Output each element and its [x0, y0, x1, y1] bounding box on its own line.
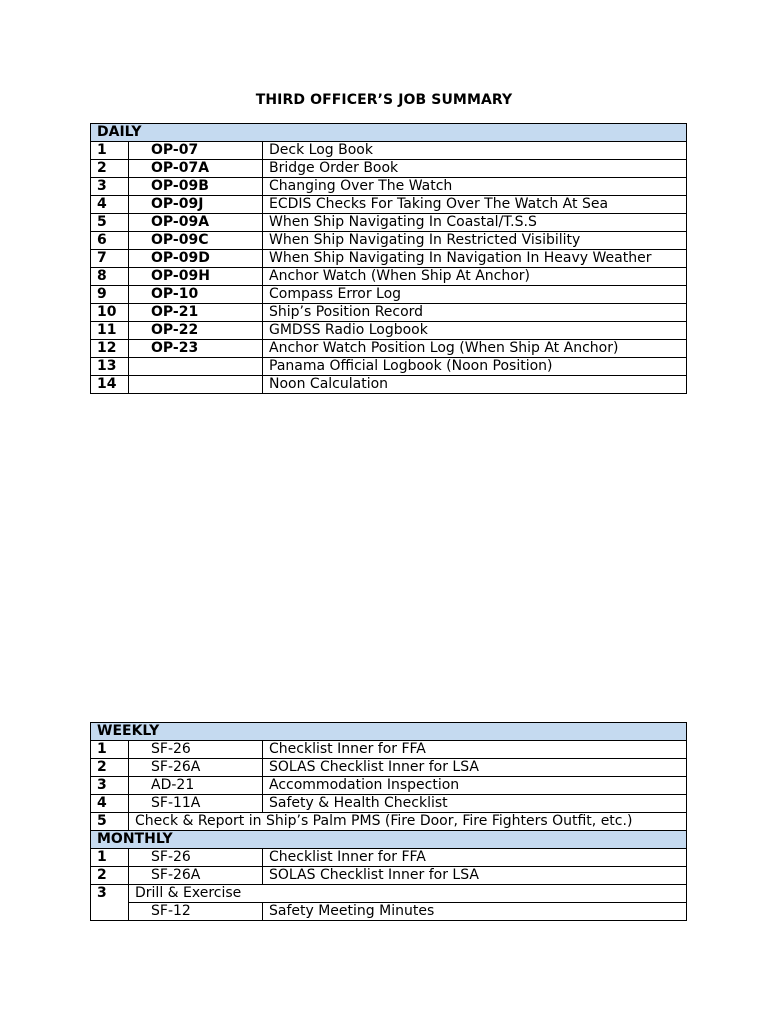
task-description: Changing Over The Watch	[263, 178, 687, 196]
row-number: 1	[91, 142, 129, 160]
table-row	[91, 867, 687, 885]
task-description: When Ship Navigating In Restricted Visibility	[263, 232, 687, 250]
row-number: 5	[91, 214, 129, 232]
task-description: Checklist Inner for FFA	[263, 849, 687, 867]
row-number: 12	[91, 340, 129, 358]
task-description: GMDSS Radio Logbook	[263, 322, 687, 340]
task-description: When Ship Navigating In Coastal/T.S.S	[263, 214, 687, 232]
procedure-code: OP-07	[129, 142, 263, 160]
table-row	[91, 196, 687, 214]
daily-table	[90, 123, 687, 394]
row-number: 1	[91, 741, 129, 759]
table-row	[91, 322, 687, 340]
row-number: 3	[91, 777, 129, 795]
table-row	[91, 885, 687, 903]
table-row	[91, 849, 687, 867]
row-number: 4	[91, 196, 129, 214]
task-description: Safety Meeting Minutes	[263, 903, 687, 921]
procedure-code	[129, 358, 263, 376]
form-code: SF-26A	[129, 867, 263, 885]
task-description: Bridge Order Book	[263, 160, 687, 178]
task-description: When Ship Navigating In Navigation In Heavy Weather	[263, 250, 687, 268]
daily-header-label: DAILY	[91, 124, 687, 142]
table-row	[91, 795, 687, 813]
row-number: 14	[91, 376, 129, 394]
daily-section-header	[91, 124, 687, 142]
row-number: 6	[91, 232, 129, 250]
table-row	[91, 759, 687, 777]
table-row	[91, 160, 687, 178]
task-description: Anchor Watch Position Log (When Ship At Anchor)	[263, 340, 687, 358]
procedure-code: OP-09J	[129, 196, 263, 214]
procedure-code: OP-09D	[129, 250, 263, 268]
row-number: 2	[91, 867, 129, 885]
task-group-label: Drill & Exercise	[129, 885, 687, 903]
table-row	[91, 741, 687, 759]
row-number: 7	[91, 250, 129, 268]
procedure-code: OP-21	[129, 304, 263, 322]
task-description: SOLAS Checklist Inner for LSA	[263, 759, 687, 777]
task-description: Panama Official Logbook (Noon Position)	[263, 358, 687, 376]
weekly-section-header	[91, 723, 687, 741]
table-row	[91, 286, 687, 304]
procedure-code: OP-07A	[129, 160, 263, 178]
task-description: ECDIS Checks For Taking Over The Watch At Sea	[263, 196, 687, 214]
task-description: Compass Error Log	[263, 286, 687, 304]
procedure-code: OP-23	[129, 340, 263, 358]
task-description: Check & Report in Ship’s Palm PMS (Fire Door, Fire Fighters Outfit, etc.)	[129, 813, 687, 831]
row-number: 3	[91, 178, 129, 196]
task-description: Safety & Health Checklist	[263, 795, 687, 813]
row-number: 2	[91, 759, 129, 777]
weekly-header-label: WEEKLY	[91, 723, 687, 741]
row-number: 5	[91, 813, 129, 831]
task-description: Checklist Inner for FFA	[263, 741, 687, 759]
table-row	[91, 340, 687, 358]
table-row	[91, 903, 687, 921]
table-row	[91, 250, 687, 268]
procedure-code: OP-09B	[129, 178, 263, 196]
row-number: 1	[91, 849, 129, 867]
monthly-header-label: MONTHLY	[91, 831, 687, 849]
task-description: Accommodation Inspection	[263, 777, 687, 795]
table-row	[91, 813, 687, 831]
form-code: SF-26	[129, 741, 263, 759]
row-number: 8	[91, 268, 129, 286]
row-number: 4	[91, 795, 129, 813]
row-number: 10	[91, 304, 129, 322]
form-code: SF-11A	[129, 795, 263, 813]
table-row	[91, 214, 687, 232]
row-number: 3	[91, 885, 129, 921]
document-title: THIRD OFFICER’S JOB SUMMARY	[255, 92, 513, 108]
table-row	[91, 304, 687, 322]
procedure-code: OP-10	[129, 286, 263, 304]
task-description: Noon Calculation	[263, 376, 687, 394]
table-row	[91, 777, 687, 795]
row-number: 13	[91, 358, 129, 376]
table-row	[91, 178, 687, 196]
procedure-code: OP-22	[129, 322, 263, 340]
form-code: SF-26A	[129, 759, 263, 777]
table-row	[91, 358, 687, 376]
task-description: SOLAS Checklist Inner for LSA	[263, 867, 687, 885]
row-number: 9	[91, 286, 129, 304]
procedure-code: OP-09A	[129, 214, 263, 232]
form-code: AD-21	[129, 777, 263, 795]
table-row	[91, 376, 687, 394]
procedure-code: OP-09H	[129, 268, 263, 286]
weekly-monthly-table	[90, 722, 687, 921]
procedure-code	[129, 376, 263, 394]
row-number: 2	[91, 160, 129, 178]
form-code: SF-12	[129, 903, 263, 921]
table-row	[91, 268, 687, 286]
task-description: Anchor Watch (When Ship At Anchor)	[263, 268, 687, 286]
procedure-code: OP-09C	[129, 232, 263, 250]
table-row	[91, 142, 687, 160]
monthly-section-header	[91, 831, 687, 849]
row-number: 11	[91, 322, 129, 340]
form-code: SF-26	[129, 849, 263, 867]
task-description: Deck Log Book	[263, 142, 687, 160]
task-description: Ship’s Position Record	[263, 304, 687, 322]
table-row	[91, 232, 687, 250]
